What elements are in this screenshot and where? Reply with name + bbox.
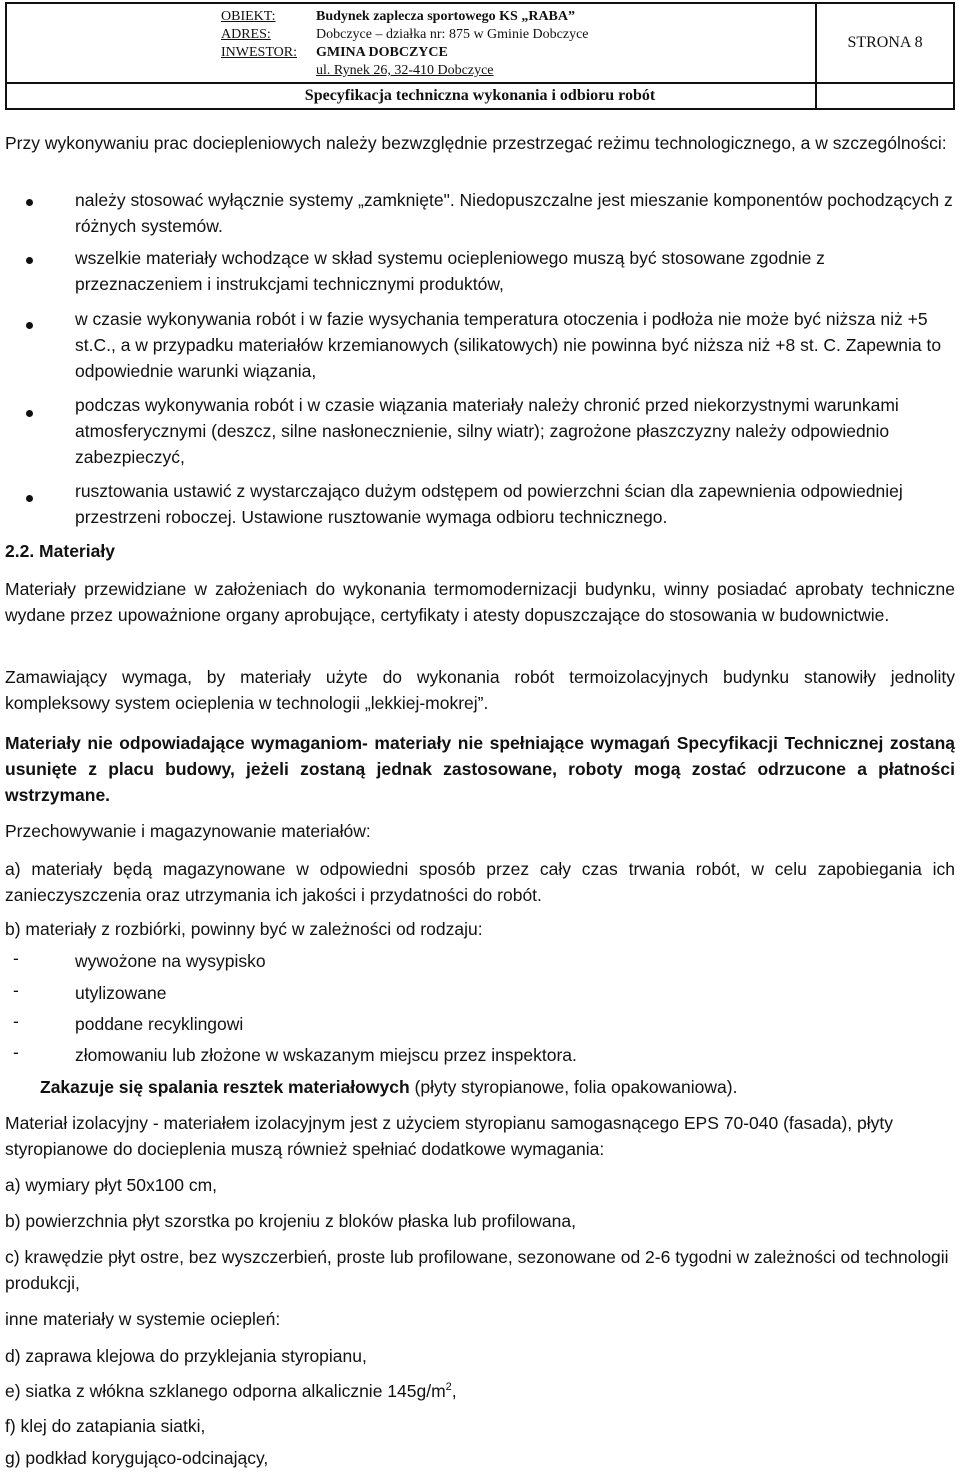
dash-item-1: wywożone na wysypisko [75,951,266,971]
bullet-item-2: wszelkie materiały wchodzące w skład systemu ociepleniowego muszą być stosowane zgodnie z przeznaczeniem i instrukcjami technicznymi produktów, [75,248,825,294]
bullet-dot [26,495,33,502]
item-g: g) podkład korygująco-odcinający, [5,1448,269,1468]
item-e [5,1378,955,1404]
bullet-item-4: podczas wykonywania robót i w czasie wiązania materiały należy chronić przed niekorzystnymi warunkami atmosferycznymi (deszcz, silne nasłonecznienie, silny wiatr); zagrożone płaszczyzny należy odpowiednio zabezpieczyć, [75,395,899,467]
insulation-paragraph: Materiał izolacyjny - materiałem izolacyjnym jest z użyciem styropianu samogasnącego EPS 70-040 (fasada), płyty styropianowe do docieplenia muszą również spełniać dodatkowe wymagania: [5,1113,894,1159]
address-label: ADRES: [221,27,271,42]
dash-marker: - [13,1042,19,1062]
section-heading: 2.2. Materiały [5,541,115,561]
dash-item-4: złomowaniu lub złożone w wskazanym miejscu przez inspektora. [75,1045,577,1065]
bullet-dot [26,322,33,329]
materials-paragraph: Materiały przewidziane w założeniach do wykonania termomodernizacji budynku, winny posiadać aprobaty techniczne wydane przez upoważnione organy aprobujące, certyfikaty i atesty dopuszczające do stosowania w budownictwie. [5,579,955,625]
header-investor-row [221,44,448,62]
page-number: STRONA 8 [847,34,923,51]
bullet-item-3: w czasie wykonywania robót i w fazie wysychania temperatura otoczenia i podłoża nie może być niższa niż +5 st.C., a w przypadku materiałów krzemianowych (silikatowych) nie powinna być niższa niż +8 st. C. Zapewnia to odpowiednie warunki wiązania, [75,309,942,381]
item-e-end: , [451,1381,457,1401]
object-label: OBIEKT: [221,9,276,24]
burning-rest: (płyty styropianowe, folia opakowaniowa). [409,1077,738,1097]
bullet-item-1: należy stosować wyłącznie systemy „zamknięte". Niedopuszczalne jest mieszanie komponentów pochodzących z różnych systemów. [75,190,953,236]
document-header [5,2,955,110]
spec-title: Specyfikacja techniczna wykonania i odbioru robót [7,82,953,108]
header-object-row [221,8,575,26]
ordering-paragraph: Zamawiający wymaga, by materiały użyte do wykonania robót termoizolacyjnych budynku stanowiły jednolity kompleksowy system ocieplenia w technologii „lekkiej-mokrej”. [5,667,955,713]
item-d: d) zaprawa klejowa do przyklejania styropianu, [5,1346,367,1366]
item-e-text: e) siatka z włókna szklanego odporna alkalicznie 145g/m [5,1381,446,1401]
requirement-b: b) powierzchnia płyt szorstka po krojeniu z bloków płaska lub profilowana, [5,1211,576,1231]
item-f: f) klej do zatapiania siatki, [5,1416,206,1436]
storage-item-b: b) materiały z rozbiórki, powinny być w zależności od rodzaju: [5,919,483,939]
dash-item-3: poddane recyklingowi [75,1014,244,1034]
investor-value: GMINA DOBCZYCE [316,45,448,60]
dash-marker: - [13,1011,19,1031]
bullet-item-5: rusztowania ustawić z wystarczająco dużym odstępem od powierzchni ścian dla zapewnienia odpowiedniej przestrzeni roboczej. Ustawione rusztowanie wymaga odbioru technicznego. [75,481,903,527]
investor-address: ul. Rynek 26, 32-410 Dobczyce [316,63,494,78]
object-value: Budynek zaplecza sportowego KS „RABA” [316,9,576,24]
bullet-dot [26,410,33,417]
burning-paragraph [40,1074,955,1100]
dash-marker: - [13,948,19,968]
item-e-superscript: 2 [445,1381,452,1394]
header-investor-address-row [221,62,494,80]
requirement-c: c) krawędzie płyt ostre, bez wyszczerbień, proste lub profilowane, sezonowane od 2-6 tygodni w zależności od technologii produkcji, [5,1247,949,1293]
storage-item-a: a) materiały będą magazynowane w odpowiedni sposób przez cały czas trwania robót, w celu zapobiegania ich zanieczyszczenia oraz utrzymania ich jakości i przydatności do robót. [5,859,955,905]
dash-item-2: utylizowane [75,983,167,1003]
storage-heading: Przechowywanie i magazynowanie materiałów: [5,821,371,841]
bullet-dot [26,199,33,206]
header-address-row [221,26,589,44]
burning-bold: Zakazuje się spalania resztek materiałowych [40,1077,410,1097]
requirement-a: a) wymiary płyt 50x100 cm, [5,1175,218,1195]
address-value: Dobczyce – działka nr: 875 w Gminie Dobczyce [316,27,589,42]
warning-paragraph: Materiały nie odpowiadające wymaganiom- materiały nie spełniające wymagań Specyfikacji Technicznej zostaną usunięte z placu budowy, jeżeli zostaną jednak zastosowane, roboty mogą zostać odrzucone a płatności wstrzymane. [5,733,955,805]
intro-paragraph: Przy wykonywaniu prac dociepleniowych należy bezwzględnie przestrzegać reżimu technologicznego, a w szczególności: [5,133,947,153]
other-materials-heading: inne materiały w systemie ociepleń: [5,1309,281,1329]
investor-label: INWESTOR: [221,45,297,60]
dash-marker: - [13,980,19,1000]
bullet-dot [26,257,33,264]
